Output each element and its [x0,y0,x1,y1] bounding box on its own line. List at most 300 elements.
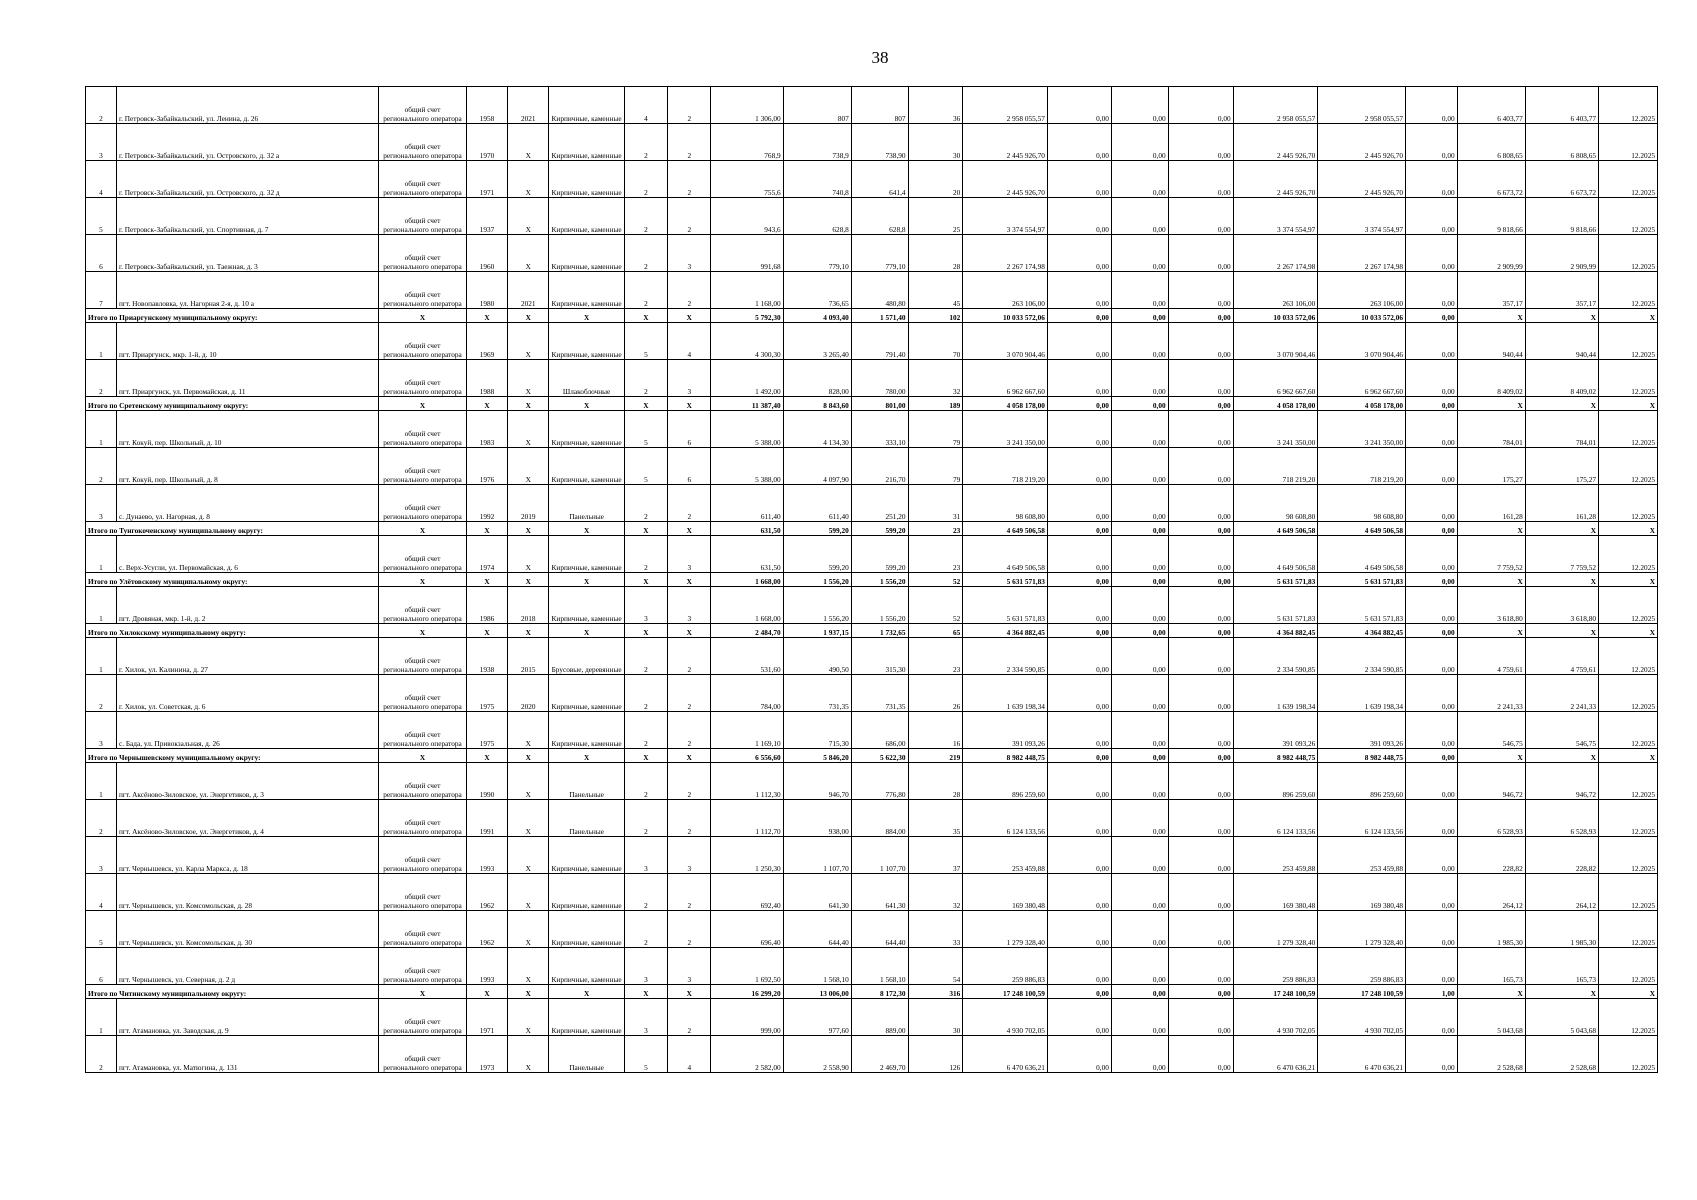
cell-a2: 3 265,40 [783,323,851,360]
cell-y1: 1993 [466,837,507,874]
cell-a2: 736,65 [783,272,851,309]
cell-z1: 0,00 [1047,675,1111,712]
total-value-cell: 4 649 506,58 [1233,522,1318,536]
cell-z2: 0,00 [1111,360,1168,397]
cell-s3: 2 445 926,70 [1318,161,1406,198]
cell-a3: 480,80 [851,272,908,309]
cell-dt: 12.2025 [1599,411,1658,448]
cell-addr: пгт. Атамановка, ул. Заводская, д. 9 [116,999,378,1036]
cell-z1: 0,00 [1047,1036,1111,1073]
cell-s2: 4 930 702,05 [1233,999,1318,1036]
cell-fl: 2 [624,198,667,235]
cell-y2: 2021 [508,272,549,309]
house-row [86,800,1658,837]
cell-p: 31 [908,485,963,522]
total-x-cell: X [508,624,549,638]
cell-s3: 2 267 174,98 [1318,235,1406,272]
cell-owner: общий счет регионального оператора [379,87,467,124]
cell-a2: 4 097,90 [783,448,851,485]
cell-owner: общий счет регионального оператора [379,587,467,624]
cell-s3: 98 608,80 [1318,485,1406,522]
cell-z2: 0,00 [1111,272,1168,309]
house-row [86,837,1658,874]
cell-z3: 0,00 [1168,763,1233,800]
cell-a2: 2 558,90 [783,1036,851,1073]
total-x-cell: X [668,985,711,999]
cell-fl: 2 [624,360,667,397]
cell-z3: 0,00 [1168,272,1233,309]
cell-c2: 6 808,65 [1525,124,1598,161]
cell-a2: 628,8 [783,198,851,235]
cell-c2: 546,75 [1525,712,1598,749]
cell-addr: пгт. Кокуй, пер. Школьный, д. 8 [116,448,378,485]
house-row [86,198,1658,235]
total-value-cell: 0,00 [1406,624,1458,638]
cell-p: 25 [908,198,963,235]
cell-y1: 1971 [466,161,507,198]
cell-owner: общий счет регионального оператора [379,999,467,1036]
cell-sum: 263 106,00 [963,272,1048,309]
cell-s2: 896 259,60 [1233,763,1318,800]
total-value-cell: 1 556,20 [783,573,851,587]
cell-n: 1 [86,638,117,675]
cell-a2: 1 556,20 [783,587,851,624]
total-value-cell: 316 [908,985,963,999]
cell-y1: 1988 [466,360,507,397]
cell-a3: 315,30 [851,638,908,675]
cell-addr: г. Петровск-Забайкальский, ул. Островского, д. 32 д [116,161,378,198]
total-value-cell: 0,00 [1047,522,1111,536]
total-x-cell: X [624,985,667,999]
cell-en: 3 [668,837,711,874]
cell-a2: 641,30 [783,874,851,911]
cell-c1: 264,12 [1457,874,1525,911]
cell-c2: 6 673,72 [1525,161,1598,198]
cell-mat: Панельные [549,800,624,837]
cell-addr: пгт. Атамановка, ул. Матюгина, д. 131 [116,1036,378,1073]
cell-a3: 884,00 [851,800,908,837]
total-value-cell: 0,00 [1168,309,1233,323]
cell-mat: Кирпичные, каменные [549,587,624,624]
total-value-cell: 0,00 [1168,624,1233,638]
cell-en: 3 [668,536,711,573]
cell-z4: 0,00 [1406,323,1458,360]
cell-s2: 6 962 667,60 [1233,360,1318,397]
cell-a2: 1 107,70 [783,837,851,874]
total-value-cell: 6 556,60 [711,749,783,763]
cell-s2: 391 093,26 [1233,712,1318,749]
cell-owner: общий счет регионального оператора [379,272,467,309]
total-value-cell: 16 299,20 [711,985,783,999]
total-x-cell: X [624,749,667,763]
cell-c1: 3 618,80 [1457,587,1525,624]
house-row [86,323,1658,360]
cell-sum: 259 886,83 [963,948,1048,985]
cell-c2: 3 618,80 [1525,587,1598,624]
total-value-cell: 1 668,00 [711,573,783,587]
cell-c1: 546,75 [1457,712,1525,749]
cell-y1: 1991 [466,800,507,837]
cell-s2: 2 267 174,98 [1233,235,1318,272]
total-x-cell: X [1457,749,1525,763]
cell-z3: 0,00 [1168,1036,1233,1073]
cell-dt: 12.2025 [1599,235,1658,272]
cell-mat: Кирпичные, каменные [549,911,624,948]
total-x-cell: X [549,624,624,638]
cell-a1: 611,40 [711,485,783,522]
house-row [86,1036,1658,1073]
cell-sum: 169 380,48 [963,874,1048,911]
cell-p: 26 [908,675,963,712]
cell-z2: 0,00 [1111,948,1168,985]
cell-z1: 0,00 [1047,235,1111,272]
cell-owner: общий счет регионального оператора [379,675,467,712]
cell-a1: 2 582,00 [711,1036,783,1073]
cell-a3: 731,35 [851,675,908,712]
cell-fl: 3 [624,999,667,1036]
cell-sum: 391 093,26 [963,712,1048,749]
cell-z3: 0,00 [1168,161,1233,198]
cell-en: 3 [668,948,711,985]
cell-owner: общий счет регионального оператора [379,161,467,198]
cell-y2: X [508,536,549,573]
cell-c1: 161,28 [1457,485,1525,522]
cell-z1: 0,00 [1047,638,1111,675]
total-value-cell: 0,00 [1047,397,1111,411]
cell-n: 4 [86,161,117,198]
cell-z1: 0,00 [1047,874,1111,911]
cell-s2: 2 958 055,57 [1233,87,1318,124]
cell-p: 28 [908,763,963,800]
cell-addr: с. Дунаево, ул. Нагорная, д. 8 [116,485,378,522]
total-value-cell: 0,00 [1111,573,1168,587]
total-x-cell: X [668,522,711,536]
cell-c1: 4 759,61 [1457,638,1525,675]
cell-c2: 2 241,33 [1525,675,1598,712]
cell-a3: 1 107,70 [851,837,908,874]
cell-n: 2 [86,800,117,837]
cell-dt: 12.2025 [1599,587,1658,624]
total-x-cell: X [1525,624,1598,638]
cell-c1: 940,44 [1457,323,1525,360]
cell-owner: общий счет регионального оператора [379,323,467,360]
cell-a2: 490,50 [783,638,851,675]
total-value-cell: 0,00 [1047,624,1111,638]
house-row [86,272,1658,309]
cell-z4: 0,00 [1406,911,1458,948]
cell-a3: 641,4 [851,161,908,198]
cell-z4: 0,00 [1406,124,1458,161]
total-value-cell: 5 631 571,83 [963,573,1048,587]
total-value-cell: 0,00 [1168,397,1233,411]
total-value-cell: 4 058 178,00 [1233,397,1318,411]
total-x-cell: X [1599,522,1658,536]
cell-a3: 686,00 [851,712,908,749]
cell-a3: 251,20 [851,485,908,522]
cell-addr: пгт. Кокуй, пер. Школьный, д. 10 [116,411,378,448]
cell-n: 2 [86,360,117,397]
cell-z3: 0,00 [1168,323,1233,360]
cell-s2: 3 241 350,00 [1233,411,1318,448]
total-x-cell: X [624,522,667,536]
cell-z1: 0,00 [1047,448,1111,485]
cell-s3: 391 093,26 [1318,712,1406,749]
cell-p: 54 [908,948,963,985]
cell-sum: 2 334 590,85 [963,638,1048,675]
cell-c2: 9 818,66 [1525,198,1598,235]
cell-z3: 0,00 [1168,837,1233,874]
cell-s2: 98 608,80 [1233,485,1318,522]
cell-en: 2 [668,124,711,161]
cell-sum: 2 958 055,57 [963,87,1048,124]
cell-s3: 896 259,60 [1318,763,1406,800]
cell-a2: 938,00 [783,800,851,837]
cell-z3: 0,00 [1168,536,1233,573]
total-value-cell: 17 248 100,59 [1233,985,1318,999]
cell-n: 2 [86,448,117,485]
cell-dt: 12.2025 [1599,448,1658,485]
total-value-cell: 1 937,15 [783,624,851,638]
house-row [86,124,1658,161]
cell-y1: 1971 [466,999,507,1036]
cell-owner: общий счет регионального оператора [379,1036,467,1073]
cell-mat: Кирпичные, каменные [549,411,624,448]
cell-z2: 0,00 [1111,323,1168,360]
total-x-cell: X [379,749,467,763]
cell-a1: 4 300,30 [711,323,783,360]
cell-c2: 4 759,61 [1525,638,1598,675]
total-value-cell: 102 [908,309,963,323]
cell-c2: 228,82 [1525,837,1598,874]
cell-n: 1 [86,763,117,800]
cell-sum: 3 374 554,97 [963,198,1048,235]
house-row [86,763,1658,800]
cell-c1: 946,72 [1457,763,1525,800]
total-value-cell: 10 033 572,06 [963,309,1048,323]
cell-n: 3 [86,485,117,522]
cell-z2: 0,00 [1111,638,1168,675]
cell-z1: 0,00 [1047,837,1111,874]
total-x-cell: X [668,309,711,323]
total-x-cell: X [1457,309,1525,323]
cell-s3: 1 639 198,34 [1318,675,1406,712]
total-value-cell: 0,00 [1406,573,1458,587]
cell-s3: 169 380,48 [1318,874,1406,911]
cell-mat: Брусовые, деревянные [549,638,624,675]
cell-mat: Кирпичные, каменные [549,874,624,911]
cell-p: 23 [908,638,963,675]
cell-a1: 999,00 [711,999,783,1036]
total-value-cell: 0,00 [1111,624,1168,638]
cell-s3: 2 958 055,57 [1318,87,1406,124]
district-total-row [86,309,1658,323]
house-row [86,911,1658,948]
cell-addr: пгт. Чернышевск, ул. Карла Маркса, д. 18 [116,837,378,874]
cell-mat: Кирпичные, каменные [549,712,624,749]
cell-s3: 259 886,83 [1318,948,1406,985]
total-value-cell: 219 [908,749,963,763]
cell-s3: 4 649 506,58 [1318,536,1406,573]
cell-y2: X [508,235,549,272]
house-row [86,235,1658,272]
cell-fl: 2 [624,675,667,712]
cell-fl: 2 [624,124,667,161]
cell-s3: 6 962 667,60 [1318,360,1406,397]
cell-y1: 1990 [466,763,507,800]
cell-en: 2 [668,161,711,198]
total-value-cell: 189 [908,397,963,411]
total-x-cell: X [1599,309,1658,323]
cell-z4: 0,00 [1406,198,1458,235]
cell-en: 2 [668,874,711,911]
total-x-cell: X [1525,749,1598,763]
cell-c2: 6 403,77 [1525,87,1598,124]
cell-c1: 6 808,65 [1457,124,1525,161]
cell-z1: 0,00 [1047,360,1111,397]
cell-p: 23 [908,536,963,573]
total-value-cell: 17 248 100,59 [963,985,1048,999]
cell-owner: общий счет регионального оператора [379,124,467,161]
cell-c2: 6 528,93 [1525,800,1598,837]
total-x-cell: X [624,573,667,587]
total-value-cell: 8 982 448,75 [963,749,1048,763]
cell-y2: X [508,837,549,874]
cell-p: 30 [908,999,963,1036]
cell-dt: 12.2025 [1599,161,1658,198]
house-row [86,874,1658,911]
total-value-cell: 17 248 100,59 [1318,985,1406,999]
cell-dt: 12.2025 [1599,1036,1658,1073]
cell-n: 6 [86,235,117,272]
cell-en: 2 [668,712,711,749]
cell-c1: 6 673,72 [1457,161,1525,198]
total-value-cell: 0,00 [1047,573,1111,587]
district-total-label: Итого по Тунгокоченскому муниципальному округу: [86,522,379,536]
total-x-cell: X [549,397,624,411]
cell-fl: 2 [624,638,667,675]
cell-z3: 0,00 [1168,411,1233,448]
cell-dt: 12.2025 [1599,87,1658,124]
cell-z1: 0,00 [1047,411,1111,448]
cell-en: 2 [668,800,711,837]
cell-p: 70 [908,323,963,360]
cell-addr: пгт. Аксёново-Зиловское, ул. Энергетиков, д. 4 [116,800,378,837]
cell-a1: 1 692,50 [711,948,783,985]
cell-n: 5 [86,911,117,948]
cell-z2: 0,00 [1111,485,1168,522]
cell-z4: 0,00 [1406,448,1458,485]
cell-dt: 12.2025 [1599,948,1658,985]
cell-c2: 2 528,68 [1525,1036,1598,1073]
cell-a3: 216,70 [851,448,908,485]
total-value-cell: 8 982 448,75 [1318,749,1406,763]
cell-z1: 0,00 [1047,587,1111,624]
total-x-cell: X [1457,573,1525,587]
cell-addr: г. Петровск-Забайкальский, ул. Островского, д. 32 а [116,124,378,161]
total-value-cell: 0,00 [1047,985,1111,999]
cell-a1: 5 388,00 [711,411,783,448]
total-x-cell: X [466,985,507,999]
cell-en: 3 [668,235,711,272]
cell-addr: пгт. Аксёново-Зиловское, ул. Энергетиков, д. 3 [116,763,378,800]
cell-a1: 768,9 [711,124,783,161]
total-value-cell: 10 033 572,06 [1233,309,1318,323]
cell-sum: 2 445 926,70 [963,161,1048,198]
cell-fl: 2 [624,272,667,309]
total-x-cell: X [668,397,711,411]
cell-en: 6 [668,411,711,448]
cell-z2: 0,00 [1111,198,1168,235]
cell-a3: 738,90 [851,124,908,161]
total-value-cell: 0,00 [1168,522,1233,536]
cell-c2: 940,44 [1525,323,1598,360]
district-total-label: Итого по Чернышевскому муниципальному округу: [86,749,379,763]
total-value-cell: 1 571,40 [851,309,908,323]
cell-a3: 1 556,20 [851,587,908,624]
cell-z1: 0,00 [1047,124,1111,161]
cell-y2: X [508,763,549,800]
cell-en: 2 [668,911,711,948]
cell-s2: 4 649 506,58 [1233,536,1318,573]
cell-a1: 692,40 [711,874,783,911]
cell-c1: 2 241,33 [1457,675,1525,712]
cell-z3: 0,00 [1168,874,1233,911]
cell-z2: 0,00 [1111,712,1168,749]
cell-z1: 0,00 [1047,272,1111,309]
cell-p: 33 [908,911,963,948]
total-value-cell: 4 649 506,58 [963,522,1048,536]
cell-dt: 12.2025 [1599,999,1658,1036]
cell-z3: 0,00 [1168,999,1233,1036]
house-row [86,448,1658,485]
cell-en: 2 [668,999,711,1036]
cell-p: 32 [908,360,963,397]
cell-z2: 0,00 [1111,235,1168,272]
cell-z4: 0,00 [1406,675,1458,712]
total-x-cell: X [508,573,549,587]
cell-a3: 776,80 [851,763,908,800]
cell-a1: 1 250,30 [711,837,783,874]
total-value-cell: 1 732,65 [851,624,908,638]
cell-a1: 784,00 [711,675,783,712]
cell-z4: 0,00 [1406,800,1458,837]
cell-mat: Кирпичные, каменные [549,675,624,712]
total-value-cell: 801,00 [851,397,908,411]
cell-z2: 0,00 [1111,587,1168,624]
cell-a2: 715,30 [783,712,851,749]
cell-y1: 1958 [466,87,507,124]
cell-fl: 3 [624,837,667,874]
cell-fl: 2 [624,161,667,198]
cell-a2: 828,00 [783,360,851,397]
cell-z4: 0,00 [1406,485,1458,522]
cell-sum: 6 962 667,60 [963,360,1048,397]
cell-n: 1 [86,587,117,624]
total-x-cell: X [668,749,711,763]
cell-z2: 0,00 [1111,448,1168,485]
cell-y2: 2020 [508,675,549,712]
cell-z3: 0,00 [1168,124,1233,161]
total-value-cell: 4 058 178,00 [963,397,1048,411]
cell-y2: 2018 [508,587,549,624]
cell-n: 2 [86,87,117,124]
district-total-label: Итого по Улётовскому муниципальному округу: [86,573,379,587]
total-value-cell: 0,00 [1111,397,1168,411]
cell-owner: общий счет регионального оператора [379,360,467,397]
cell-s2: 2 445 926,70 [1233,124,1318,161]
cell-dt: 12.2025 [1599,323,1658,360]
cell-s2: 3 070 904,46 [1233,323,1318,360]
